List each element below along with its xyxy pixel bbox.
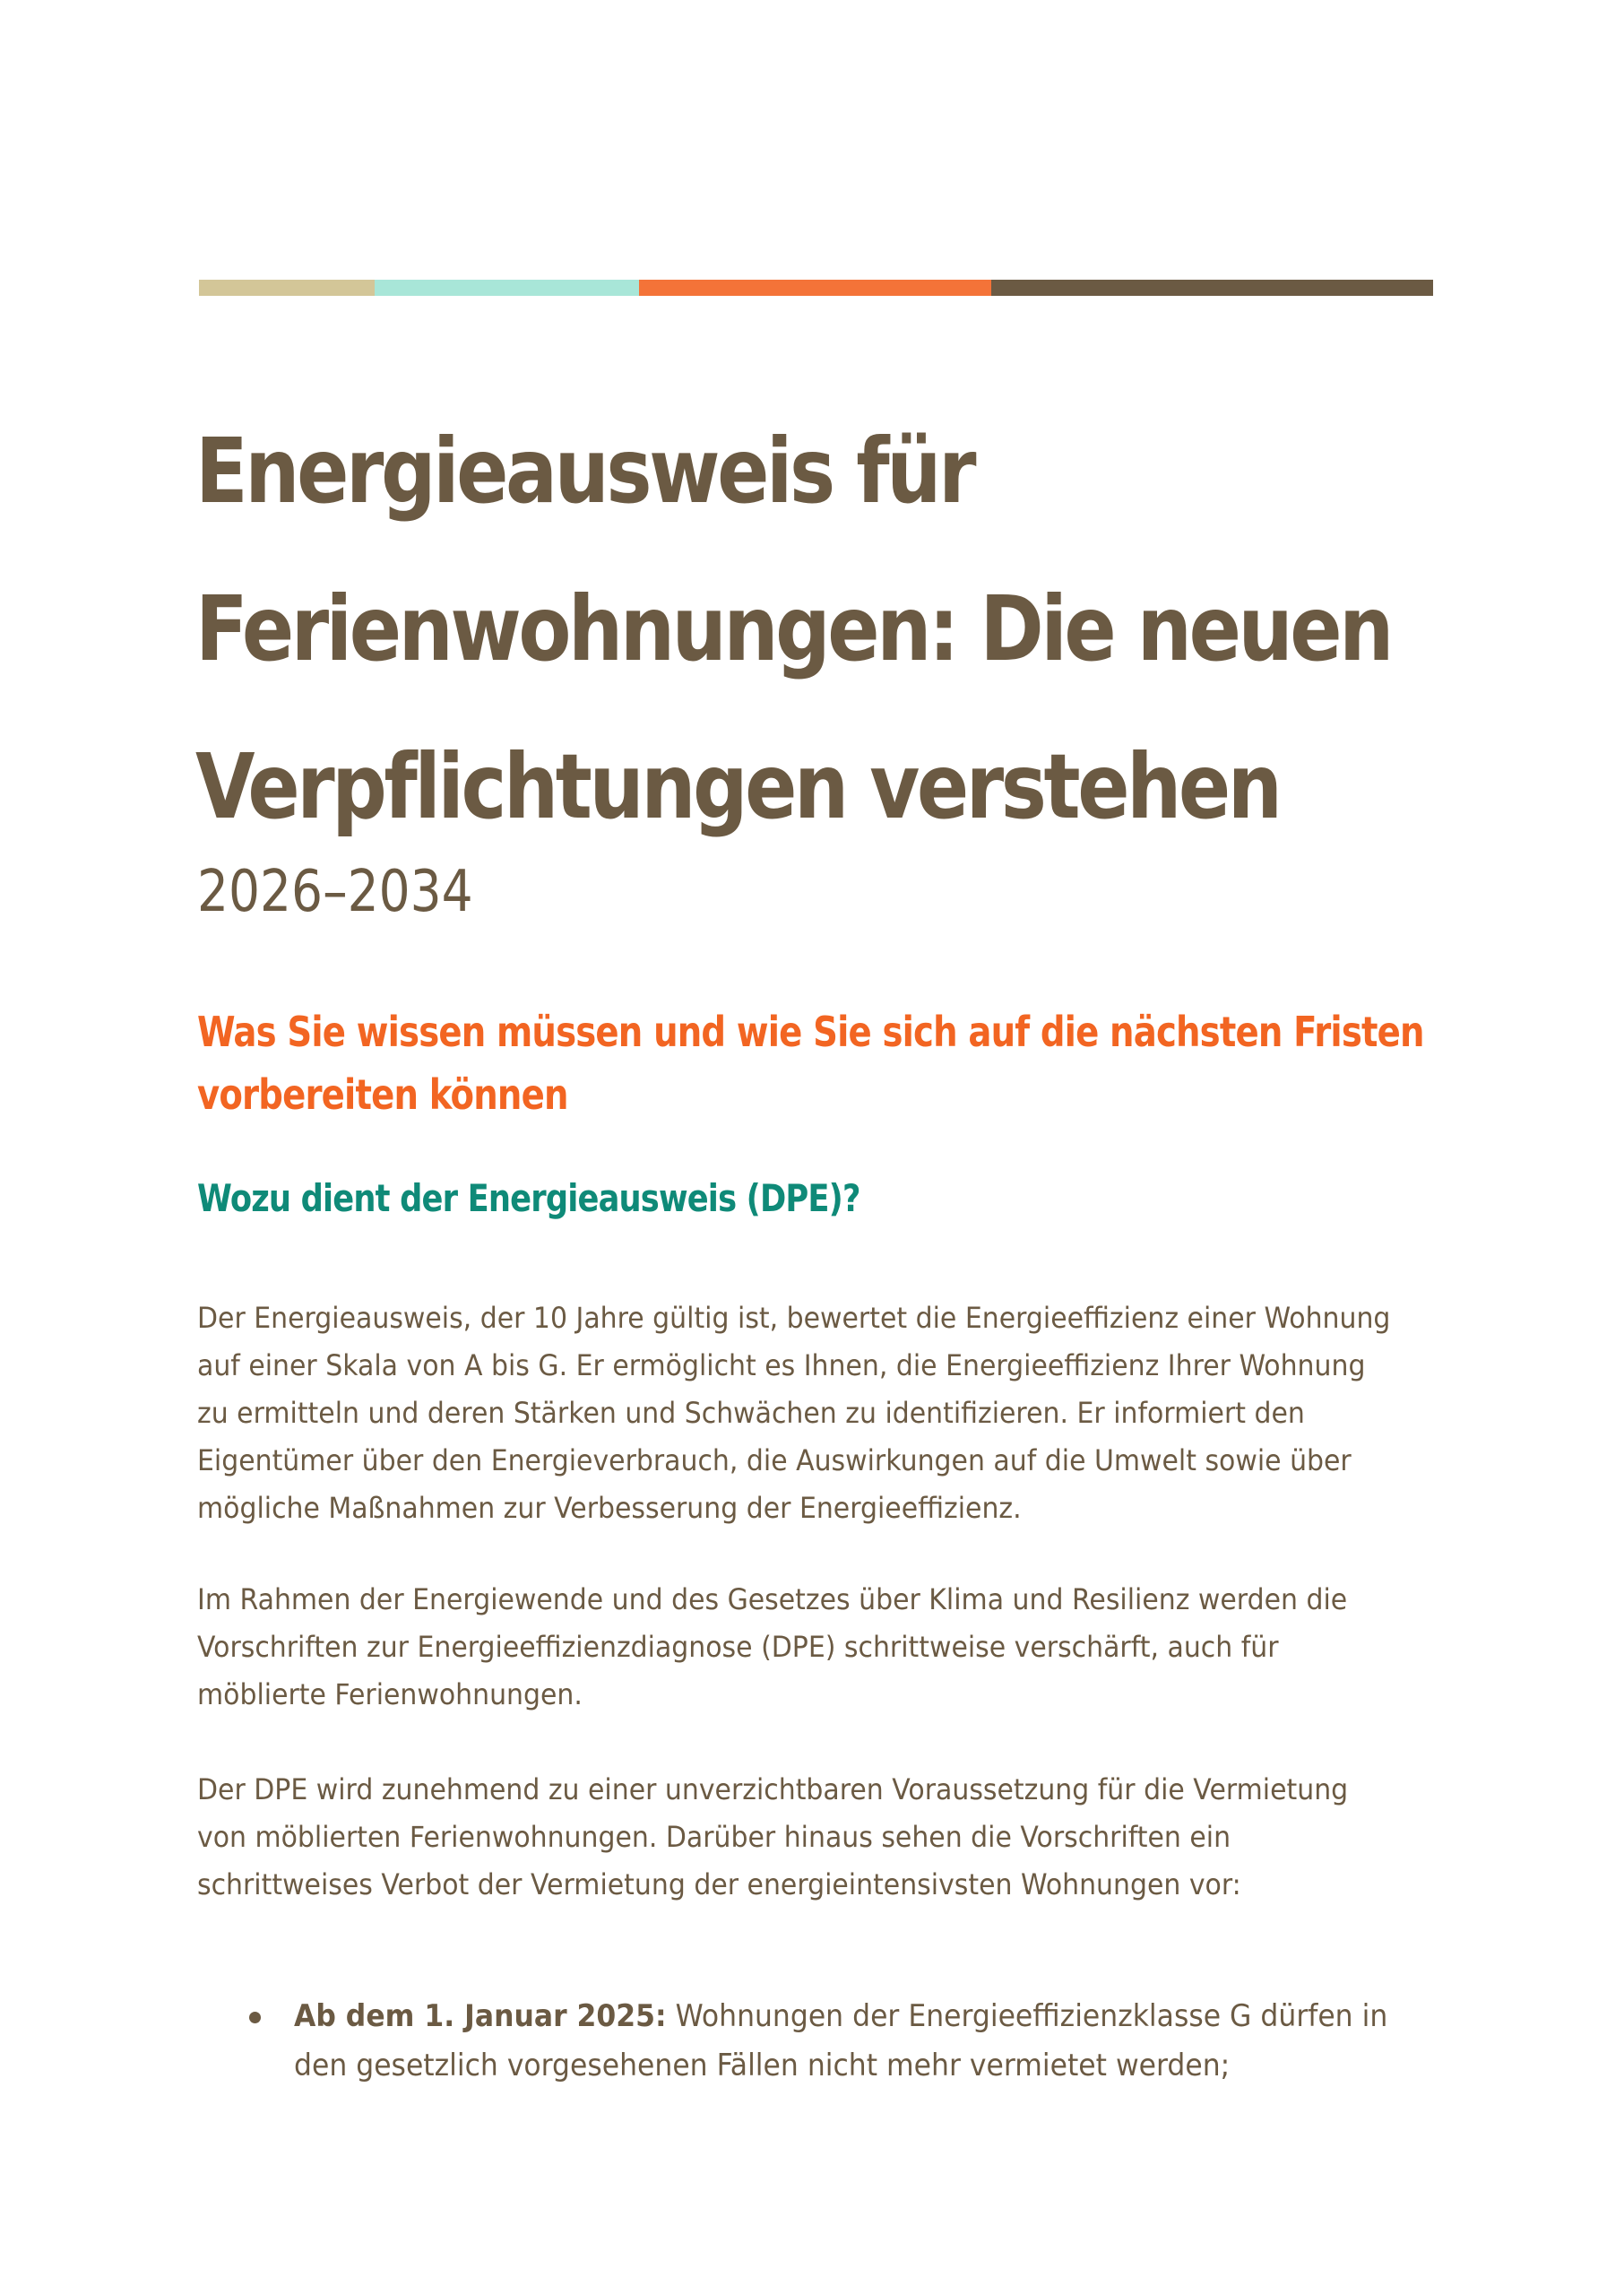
lead-line: vorbereiten können <box>197 1070 568 1119</box>
bullet-line <box>294 1992 1388 2041</box>
paragraph-line: mögliche Maßnahmen zur Verbesserung der Energieeffizienz. <box>197 1491 1022 1525</box>
lead-heading <box>197 1000 1424 1126</box>
decorative-color-bar <box>199 280 1433 296</box>
color-bar-segment <box>199 280 375 296</box>
paragraph-line: Eigentümer über den Energieverbrauch, die Auswirkungen auf die Umwelt sowie über <box>197 1443 1352 1477</box>
bullet-list <box>197 1992 1452 2091</box>
document-title <box>195 393 1391 866</box>
bullet-line: den gesetzlich vorgesehenen Fällen nicht mehr vermietet werden; <box>294 2048 1231 2083</box>
bullet-text <box>294 1992 1388 2091</box>
list-item <box>197 1992 1452 2091</box>
title-line: Verpflichtungen verstehen <box>195 734 1280 839</box>
body-paragraph <box>197 1576 1347 1719</box>
bullet-description: Wohnungen der Energieeffizienzklasse G dürfen in <box>666 1998 1388 2034</box>
color-bar-segment <box>639 280 991 296</box>
body-paragraph <box>197 1295 1390 1532</box>
lead-line: Was Sie wissen müssen und wie Sie sich auf die nächsten Fristen <box>197 1008 1424 1056</box>
paragraph-line: Im Rahmen der Energiewende und des Gesetzes über Klima und Resilienz werden die <box>197 1582 1348 1616</box>
paragraph-line: Vorschriften zur Energieeffizienzdiagnose (DPE) schrittweise verschärft, auch für <box>197 1630 1279 1664</box>
paragraph-line: auf einer Skala von A bis G. Er ermöglicht es Ihnen, die Energieeffizienz Ihrer Wohnung <box>197 1348 1366 1382</box>
paragraph-line: möblierte Ferienwohnungen. <box>197 1677 583 1711</box>
paragraph-line: Der DPE wird zunehmend zu einer unverzichtbaren Voraussetzung für die Vermietung <box>197 1772 1349 1806</box>
paragraph-line: schrittweises Verbot der Vermietung der energieintensivsten Wohnungen vor: <box>197 1867 1241 1901</box>
color-bar-segment <box>375 280 639 296</box>
year-range: 2026–2034 <box>197 859 473 925</box>
section-heading: Wozu dient der Energieausweis (DPE)? <box>197 1176 860 1220</box>
body-paragraph <box>197 1766 1348 1909</box>
bullet-dot-icon <box>249 2012 261 2023</box>
paragraph-line: Der Energieausweis, der 10 Jahre gültig ist, bewertet die Energieeffizienz einer Wohnung <box>197 1301 1391 1335</box>
paragraph-line: von möblierten Ferienwohnungen. Darüber hinaus sehen die Vorschriften ein <box>197 1820 1231 1854</box>
title-line: Energieausweis für <box>195 419 974 524</box>
paragraph-line: zu ermitteln und deren Stärken und Schwächen zu identifizieren. Er informiert den <box>197 1396 1305 1430</box>
title-line: Ferienwohnungen: Die neuen <box>195 576 1391 681</box>
bullet-date-label: Ab dem 1. Januar 2025: <box>294 1998 667 2034</box>
color-bar-segment <box>991 280 1433 296</box>
